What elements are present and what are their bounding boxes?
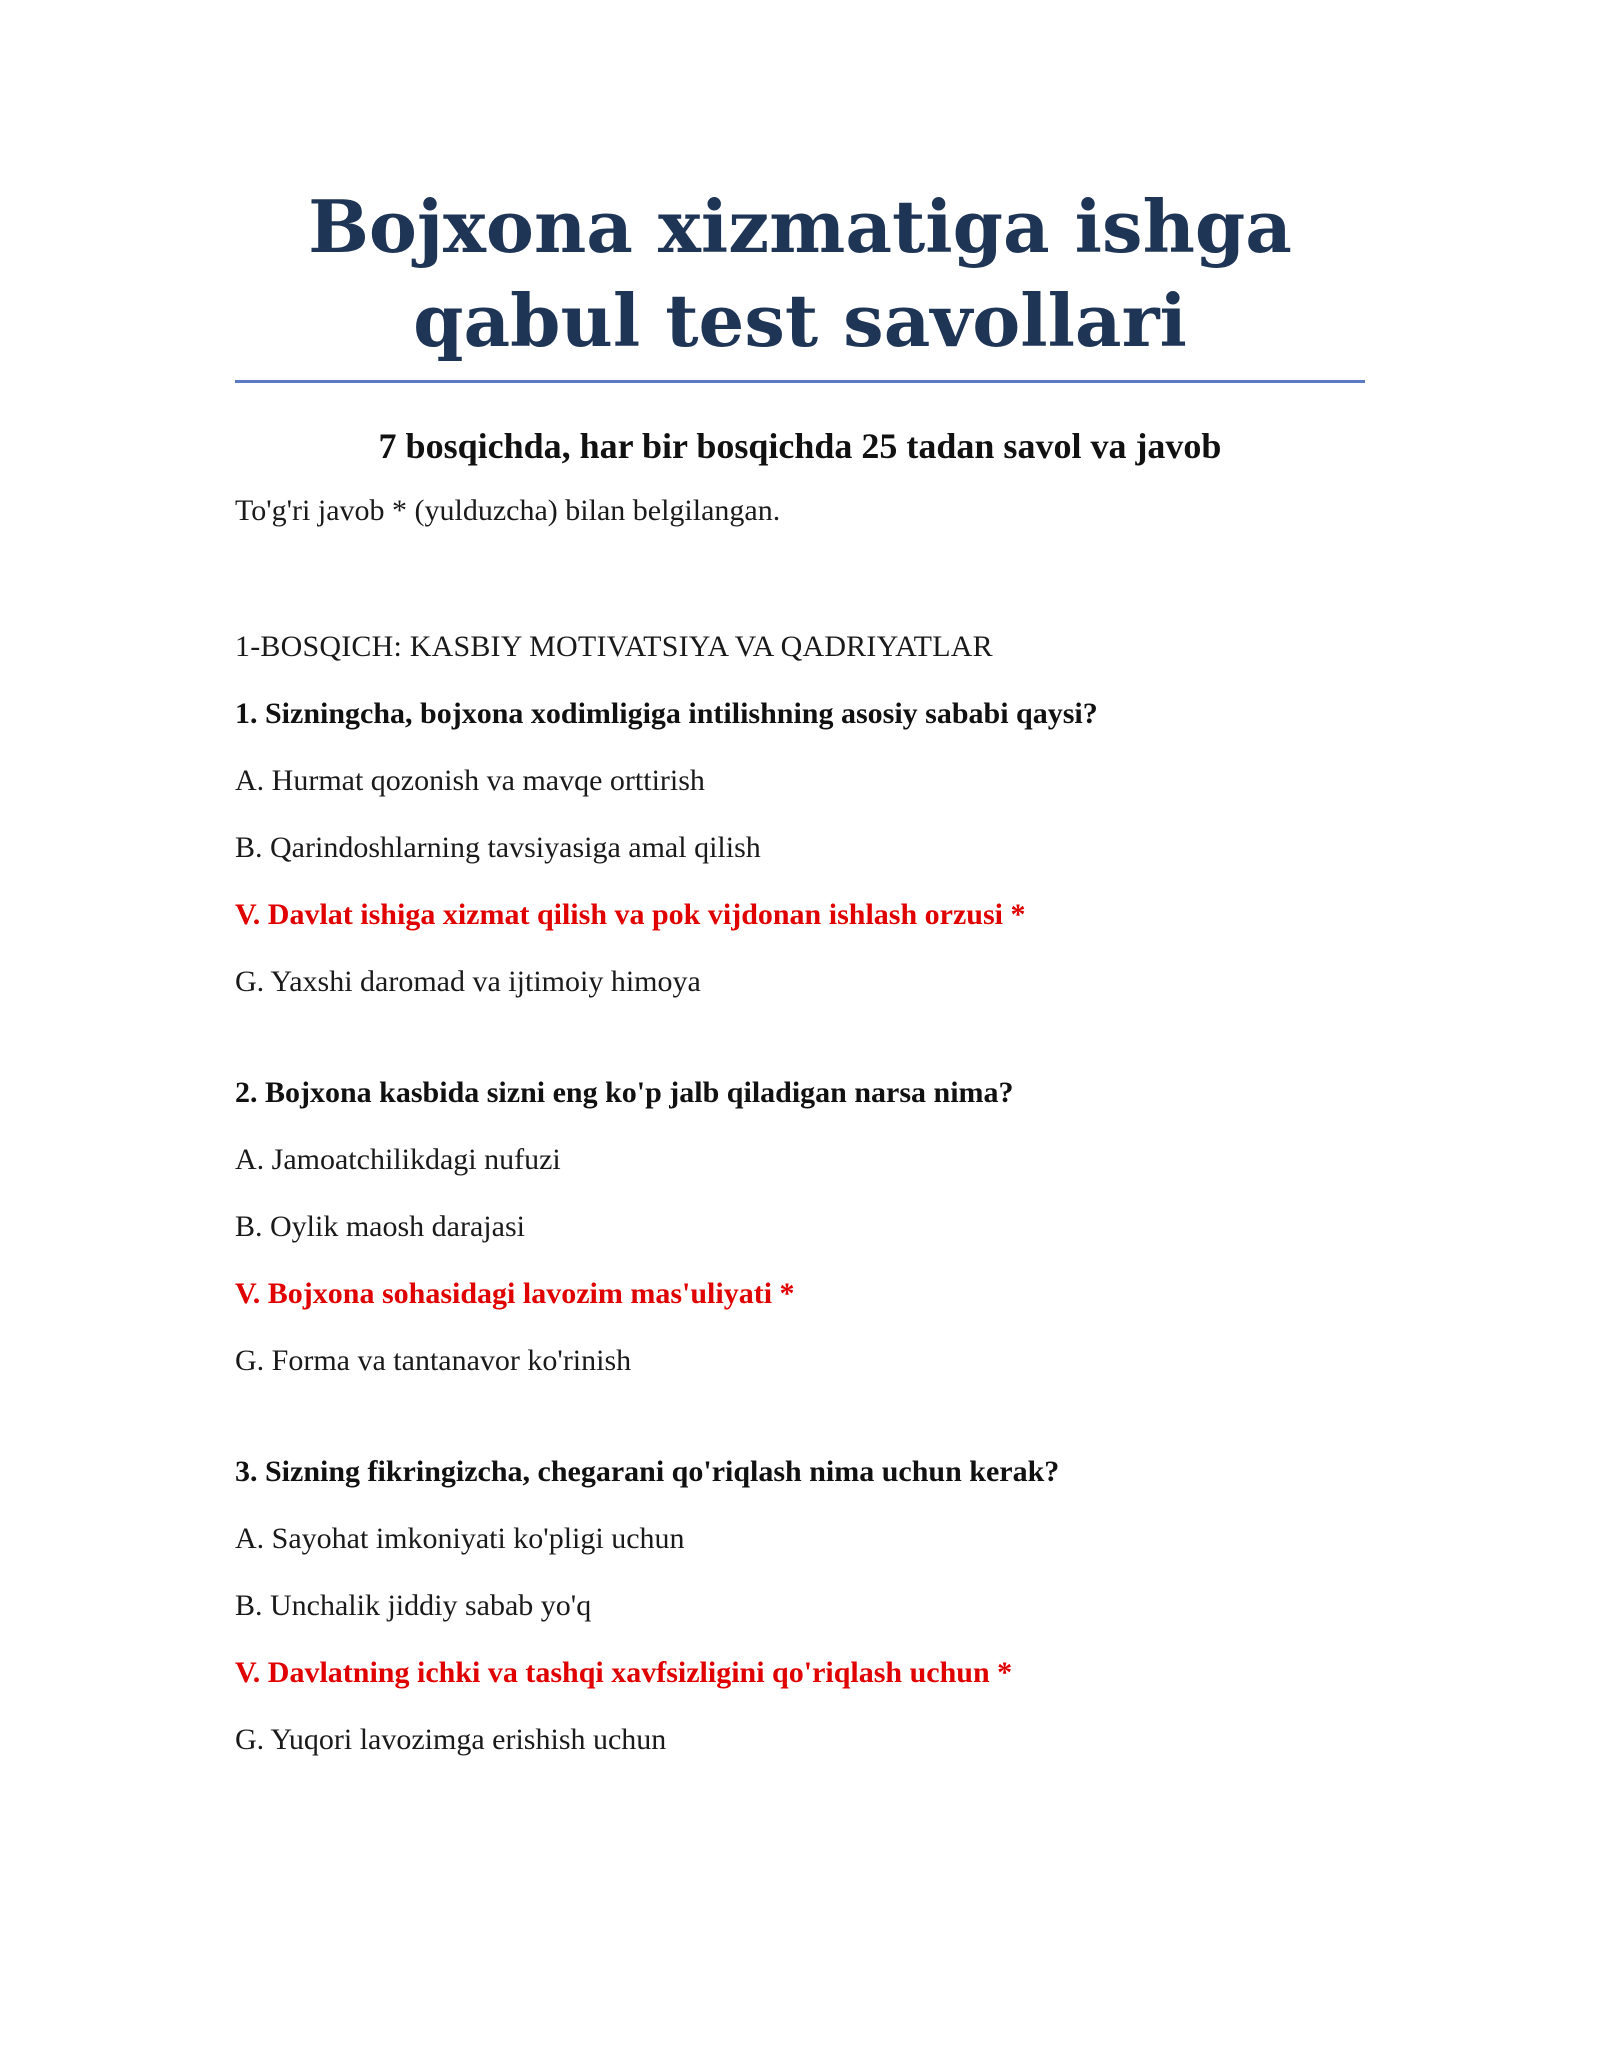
correct-answer-option-v: V. Bojxona sohasidagi lavozim mas'uliyati * [235, 1277, 795, 1310]
correct-answer-option-v: V. Davlatning ichki va tashqi xavfsizligini qo'riqlash uchun * [235, 1656, 1013, 1689]
section-heading: 1-BOSQICH: KASBIY MOTIVATSIYA VA QADRIYATLAR [235, 630, 993, 663]
question-3 [235, 1450, 1365, 1762]
answer-option-g: G. Yuqori lavozimga erishish uchun [235, 1723, 667, 1756]
document-title: Bojxona xizmatiga ishga qabul test savollari [235, 180, 1365, 383]
answer-option-b: B. Oylik maosh darajasi [235, 1210, 525, 1243]
answer-option-b: B. Unchalik jiddiy sabab yo'q [235, 1589, 592, 1622]
question-2 [235, 1071, 1365, 1383]
question-text: 1. Sizningcha, bojxona xodimligiga intilishning asosiy sababi qaysi? [235, 697, 1098, 730]
document-page [235, 180, 1365, 1762]
answer-option-a: A. Sayohat imkoniyati ko'pligi uchun [235, 1522, 685, 1555]
question-text: 3. Sizning fikringizcha, chegarani qo'riqlash nima uchun kerak? [235, 1455, 1060, 1488]
answer-option-a: A. Hurmat qozonish va mavqe orttirish [235, 764, 705, 797]
answer-key-note: To'g'ri javob * (yulduzcha) bilan belgilangan. [235, 494, 781, 527]
answer-option-a: A. Jamoatchilikdagi nufuzi [235, 1143, 561, 1176]
question-text: 2. Bojxona kasbida sizni eng ko'p jalb qiladigan narsa nima? [235, 1076, 1014, 1109]
document-subtitle: 7 bosqichda, har bir bosqichda 25 tadan savol va javob [378, 426, 1222, 466]
answer-option-g: G. Forma va tantanavor ko'rinish [235, 1344, 632, 1377]
correct-answer-option-v: V. Davlat ishiga xizmat qilish va pok vijdonan ishlash orzusi * [235, 898, 1026, 931]
answer-option-g: G. Yaxshi daromad va ijtimoiy himoya [235, 965, 701, 998]
question-1 [235, 692, 1365, 1004]
answer-option-b: B. Qarindoshlarning tavsiyasiga amal qilish [235, 831, 761, 864]
